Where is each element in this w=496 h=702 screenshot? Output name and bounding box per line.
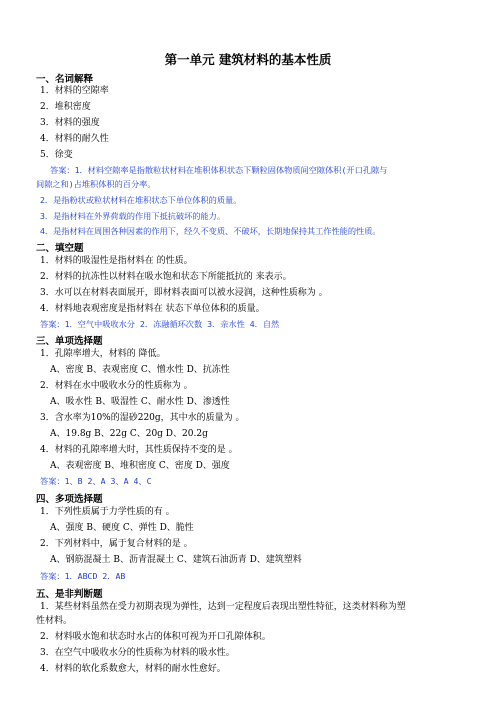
answer-text: 间隙之和)占堆积体积的百分率。 [36, 179, 156, 189]
judge-question: 2．材料吸水饱和状态时水占的体积可视为开口孔隙体积。 [40, 632, 271, 642]
answer-text: 3．是指材料在外界荷载的作用下抵抗破坏的能力。 [40, 211, 226, 221]
choice-question: 4．材料的孔隙率增大时，其性质保持不变的是 。 [40, 445, 238, 455]
answer-text: 答案：1．材料空隙率是指散粒状材料在堆积体积状态下颗粒固体物质间空隙体积(开口孔隙与 [50, 165, 388, 175]
page-title: 第一单元 建筑材料的基本性质 [164, 52, 332, 67]
fill-question: 1．材料的吸湿性是指材料在 的性质。 [40, 256, 193, 266]
answer-text: 4．是指材料在周围各种因素的作用下，经久不变质、不破坏，长期地保持其工作性能的性质。 [40, 226, 381, 236]
term-item: 3．材料的强度 [40, 118, 100, 128]
answer-text: 答案：1．ABCD 2．AB [40, 571, 126, 581]
choice-options: A、密度 B、表观密度 C、憎水性 D、抗冻性 [50, 365, 230, 375]
judge-question: 3．在空气中吸收水分的性质称为材料的吸水性。 [40, 648, 235, 658]
judge-question: 1．某些材料虽然在受力初期表现为弹性，达到一定程度后表现出塑性特征，这类材料称为塑 [40, 602, 406, 612]
section-heading-multi-choice: 四、多项选择题 [36, 494, 103, 505]
section-heading-fill: 二、填空题 [36, 243, 84, 254]
choice-options: A、强度 B、硬度 C、弹性 D、脆性 [50, 523, 194, 533]
fill-question: 2．材料的抗冻性以材料在吸水饱和状态下所能抵抗的 来表示。 [40, 272, 292, 282]
choice-options: A、钢筋混凝土 B、沥青混凝土 C、建筑石油沥青 D、建筑塑料 [50, 555, 302, 565]
term-item: 2．堆积密度 [40, 102, 91, 112]
section-heading-terms: 一、名词解释 [36, 74, 94, 85]
choice-question: 1．下列性质属于力学性质的有 。 [40, 507, 175, 517]
section-heading-single-choice: 三、单项选择题 [36, 336, 103, 347]
judge-question: 4．材料的软化系数愈大，材料的耐水性愈好。 [40, 664, 226, 674]
term-item: 1．材料的空隙率 [40, 86, 109, 96]
choice-question: 1．孔隙率增大，材料的 降低。 [40, 349, 166, 359]
section-heading-true-false: 五、是非判断题 [36, 589, 103, 600]
term-item: 4．材料的耐久性 [40, 134, 109, 144]
term-item: 5．徐变 [40, 150, 73, 160]
choice-options: A、19.8g B、22g C、20g D、20.2g [50, 429, 208, 439]
answer-text: 答案：1．空气中吸收水分 2．冻融循环次数 3．亲水性 4．自然 [40, 319, 280, 329]
choice-options: A、吸水性 B、吸湿性 C、耐水性 D、渗透性 [50, 397, 230, 407]
choice-question: 3．含水率为10%的湿砂220g，其中水的质量为 。 [40, 413, 245, 423]
fill-question: 3．水可以在材料表面展开，即材料表面可以被水浸润，这种性质称为 。 [40, 288, 328, 298]
fill-question: 4．材料地表观密度是指材料在 状态下单位体积的质量。 [40, 304, 265, 314]
answer-text: 答案：1、B 2、A 3、A 4、C [40, 476, 152, 486]
answer-text: 2．是指粉状或粒状材料在堆积状态下单位体积的质量。 [40, 195, 242, 205]
choice-question: 2．下列材料中，属于复合材料的是 。 [40, 539, 193, 549]
choice-question: 2．材料在水中吸收水分的性质称为 。 [40, 381, 193, 391]
choice-options: A、表观密度 B、堆积密度 C、密度 D、强度 [50, 461, 230, 471]
judge-question-cont: 性材料。 [36, 616, 73, 626]
